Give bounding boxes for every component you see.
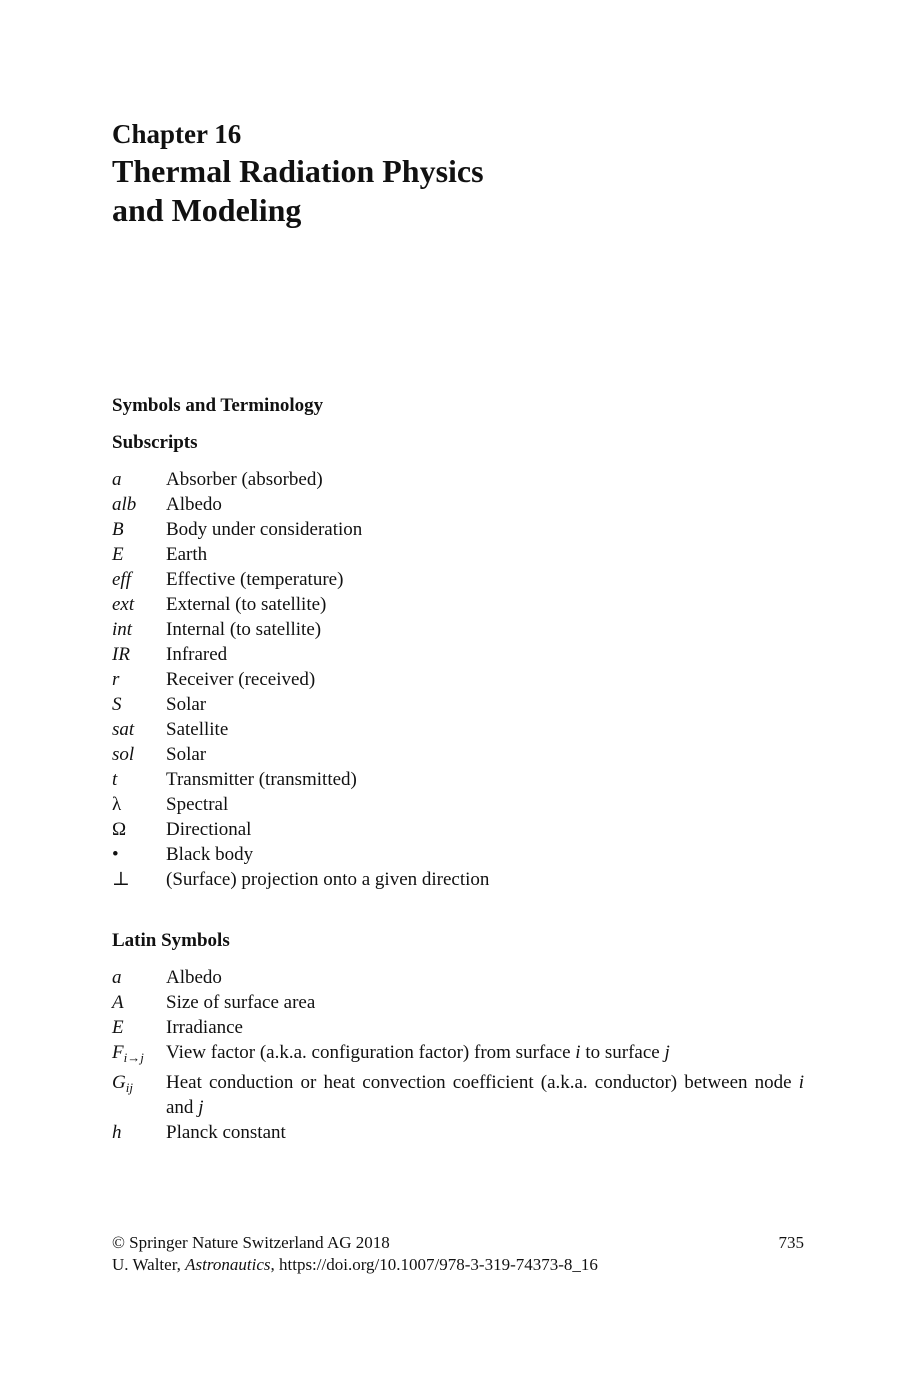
symbols-terminology-heading: Symbols and Terminology: [112, 395, 324, 416]
symbol: r: [112, 669, 120, 690]
chapter-title-line-1: Thermal Radiation Physics: [112, 153, 484, 189]
symbol-description: Heat conduction or heat convection coefficient (a.k.a. conductor) between node i and j: [166, 1072, 804, 1118]
subscript-row: [112, 517, 804, 542]
symbol: A: [112, 992, 124, 1013]
symbol-description: Directional: [166, 819, 252, 840]
copyright-notice: © Springer Nature Switzerland AG 2018: [112, 1233, 390, 1252]
chapter-title: [112, 152, 672, 230]
page-footer: [112, 1232, 804, 1276]
symbol-description: Infrared: [166, 644, 228, 665]
subscript-row: [112, 492, 804, 517]
latin-symbols-heading: Latin Symbols: [112, 930, 230, 951]
symbol-description: Internal (to satellite): [166, 619, 322, 640]
citation-doi: , https://doi.org/10.1007/978-3-319-74373-8_16: [270, 1255, 598, 1274]
symbol-description: Body under consideration: [166, 519, 363, 540]
subscript-row: [112, 867, 804, 892]
symbol-description: Irradiance: [166, 1017, 243, 1038]
latin-symbol-row: [112, 1015, 804, 1040]
symbol-description: External (to satellite): [166, 594, 327, 615]
subscript-row: [112, 467, 804, 492]
symbol-description: Size of surface area: [166, 992, 316, 1013]
symbol-description: Transmitter (transmitted): [166, 769, 357, 790]
symbol-subscript: ij: [125, 1080, 133, 1095]
symbol: int: [112, 619, 133, 640]
subscript-row: [112, 717, 804, 742]
citation-prefix: U. Walter,: [112, 1255, 186, 1274]
symbol: ext: [112, 594, 135, 615]
subscript-row: [112, 792, 804, 817]
symbol-description: Black body: [166, 844, 254, 865]
citation-book-title: Astronautics: [185, 1255, 271, 1274]
symbol: sol: [112, 744, 135, 765]
symbol: eff: [112, 569, 131, 590]
symbol: alb: [112, 494, 137, 515]
symbol: E: [112, 544, 124, 565]
symbol-description: Earth: [166, 544, 208, 565]
symbol-description: Albedo: [166, 967, 222, 988]
symbol: λ: [112, 794, 122, 815]
subscript-row: [112, 642, 804, 667]
latin-symbol-row: [112, 990, 804, 1015]
subscript-row: [112, 742, 804, 767]
symbol-description: View factor (a.k.a. configuration factor) from surface i to surface j: [166, 1042, 670, 1063]
subscript-row: [112, 817, 804, 842]
symbol-description: Spectral: [166, 794, 229, 815]
latin-symbols-list: [112, 965, 804, 1145]
symbol: B: [112, 519, 124, 540]
symbol-description: Satellite: [166, 719, 229, 740]
symbol-description: Absorber (absorbed): [166, 469, 323, 490]
symbol-description: Solar: [166, 694, 207, 715]
symbol: Ω: [112, 819, 127, 840]
symbol-description: (Surface) projection onto a given direction: [166, 869, 490, 890]
symbol-description: Albedo: [166, 494, 222, 515]
symbol-subscript: i→j: [123, 1050, 144, 1065]
symbol-description: Receiver (received): [166, 669, 316, 690]
page-number: 735: [778, 1233, 804, 1252]
subscript-row: [112, 667, 804, 692]
symbol: $G_{ij}$: [112, 1072, 133, 1095]
symbol-description: Solar: [166, 744, 207, 765]
latin-symbol-row: [112, 965, 804, 990]
chapter-label: Chapter 16: [112, 119, 242, 149]
latin-symbol-row: [112, 1120, 804, 1145]
subscript-row: [112, 842, 804, 867]
chapter-title-line-2: and Modeling: [112, 192, 302, 228]
symbol: E: [112, 1017, 124, 1038]
symbol: ⊥: [112, 869, 130, 890]
symbol: sat: [112, 719, 135, 740]
latin-symbol-row: [112, 1040, 804, 1070]
symbol-description: Effective (temperature): [166, 569, 344, 590]
subscripts-heading: Subscripts: [112, 432, 198, 453]
subscript-row: [112, 542, 804, 567]
subscript-row: [112, 692, 804, 717]
symbol-description: Planck constant: [166, 1122, 286, 1143]
symbol: h: [112, 1122, 122, 1143]
subscript-row: [112, 767, 804, 792]
symbol: •: [112, 844, 119, 865]
symbol: IR: [112, 644, 130, 665]
symbol: $F_{i\to j}$: [112, 1042, 144, 1065]
latin-symbol-row: [112, 1070, 804, 1120]
symbol: a: [112, 967, 122, 988]
symbol: a: [112, 469, 122, 490]
subscript-row: [112, 592, 804, 617]
citation-line: [112, 1254, 804, 1276]
symbol: S: [112, 694, 122, 715]
subscripts-list: [112, 467, 804, 892]
subscript-row: [112, 617, 804, 642]
symbol: t: [112, 769, 118, 790]
subscript-row: [112, 567, 804, 592]
